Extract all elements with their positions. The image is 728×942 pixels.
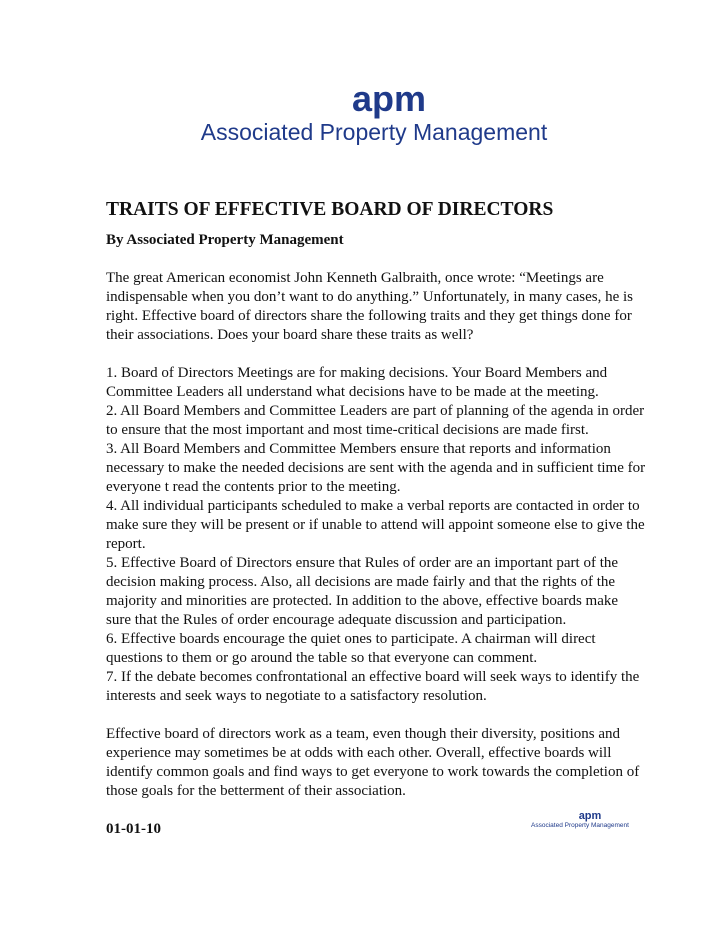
document-body <box>106 197 646 839</box>
traits-list <box>106 364 646 706</box>
text-line: The great American economist John Kenneth Galbraith, once wrote: “Meetings are <box>106 270 604 286</box>
text-line: experience may sometimes be at odds with each other. Overall, effective boards will <box>106 745 612 761</box>
document-date: 01-01-10 <box>106 821 161 837</box>
text-line: 5. Effective Board of Directors ensure that Rules of order are an important part of the <box>106 555 619 571</box>
text-line: interests and seek ways to negotiate to a satisfactory resolution. <box>106 688 487 704</box>
text-line: everyone t read the contents prior to the meeting. <box>106 479 401 495</box>
footer-logo-text: Associated Property Management <box>531 822 629 829</box>
document-title: TRAITS OF EFFECTIVE BOARD OF DIRECTORS <box>106 199 554 220</box>
text-line: report. <box>106 536 146 552</box>
text-line: 2. All Board Members and Committee Leaders are part of planning of the agenda in order <box>106 403 645 419</box>
text-line: make sure they will be present or if unable to attend will appoint someone else to give the <box>106 517 645 533</box>
text-line: their associations. Does your board share these traits as well? <box>106 327 474 343</box>
text-line: right. Effective board of directors share the following traits and they get things done for <box>106 308 632 324</box>
text-line: questions to them or go around the table so that everyone can comment. <box>106 650 538 666</box>
logo-mark: apm <box>351 78 427 119</box>
text-line: necessary to make the needed decisions are sent with the agenda and in sufficient time for <box>106 460 646 476</box>
intro-paragraph <box>106 269 636 345</box>
document-byline: By Associated Property Management <box>106 232 344 248</box>
text-line: sure that the Rules of order encourage adequate discussion and participation. <box>106 612 567 628</box>
header-logo <box>0 80 728 146</box>
text-line: identify common goals and find ways to get everyone to work towards the completion of <box>106 764 640 780</box>
text-line: 7. If the debate becomes confrontational an effective board will seek ways to identify the <box>106 669 640 685</box>
text-line: majority and minorities are protected. In addition to the above, effective boards make <box>106 593 619 609</box>
footer-logo-mark: apm <box>578 810 602 822</box>
text-line: 4. All individual participants scheduled to make a verbal reports are contacted in order to <box>106 498 640 514</box>
footer-logo <box>520 810 640 830</box>
text-line: 6. Effective boards encourage the quiet ones to participate. A chairman will direct <box>106 631 596 647</box>
text-line: Committee Leaders all understand what decisions have to be made at the meeting. <box>106 384 599 400</box>
text-line: those goals for the betterment of their association. <box>106 783 406 799</box>
logo-text: Associated Property Management <box>200 119 548 145</box>
conclusion-paragraph <box>106 725 640 801</box>
text-line: 1. Board of Directors Meetings are for making decisions. Your Board Members and <box>106 365 608 381</box>
text-line: decision making process. Also, all decisions are made fairly and that the rights of the <box>106 574 616 590</box>
text-line: 3. All Board Members and Committee Members ensure that reports and information <box>106 441 611 457</box>
text-line: to ensure that the most important and most time-critical decisions are made first. <box>106 422 589 438</box>
text-line: indispensable when you don’t want to do anything.” Unfortunately, in many cases, he is <box>106 289 633 305</box>
text-line: Effective board of directors work as a team, even though their diversity, positions and <box>106 726 621 742</box>
